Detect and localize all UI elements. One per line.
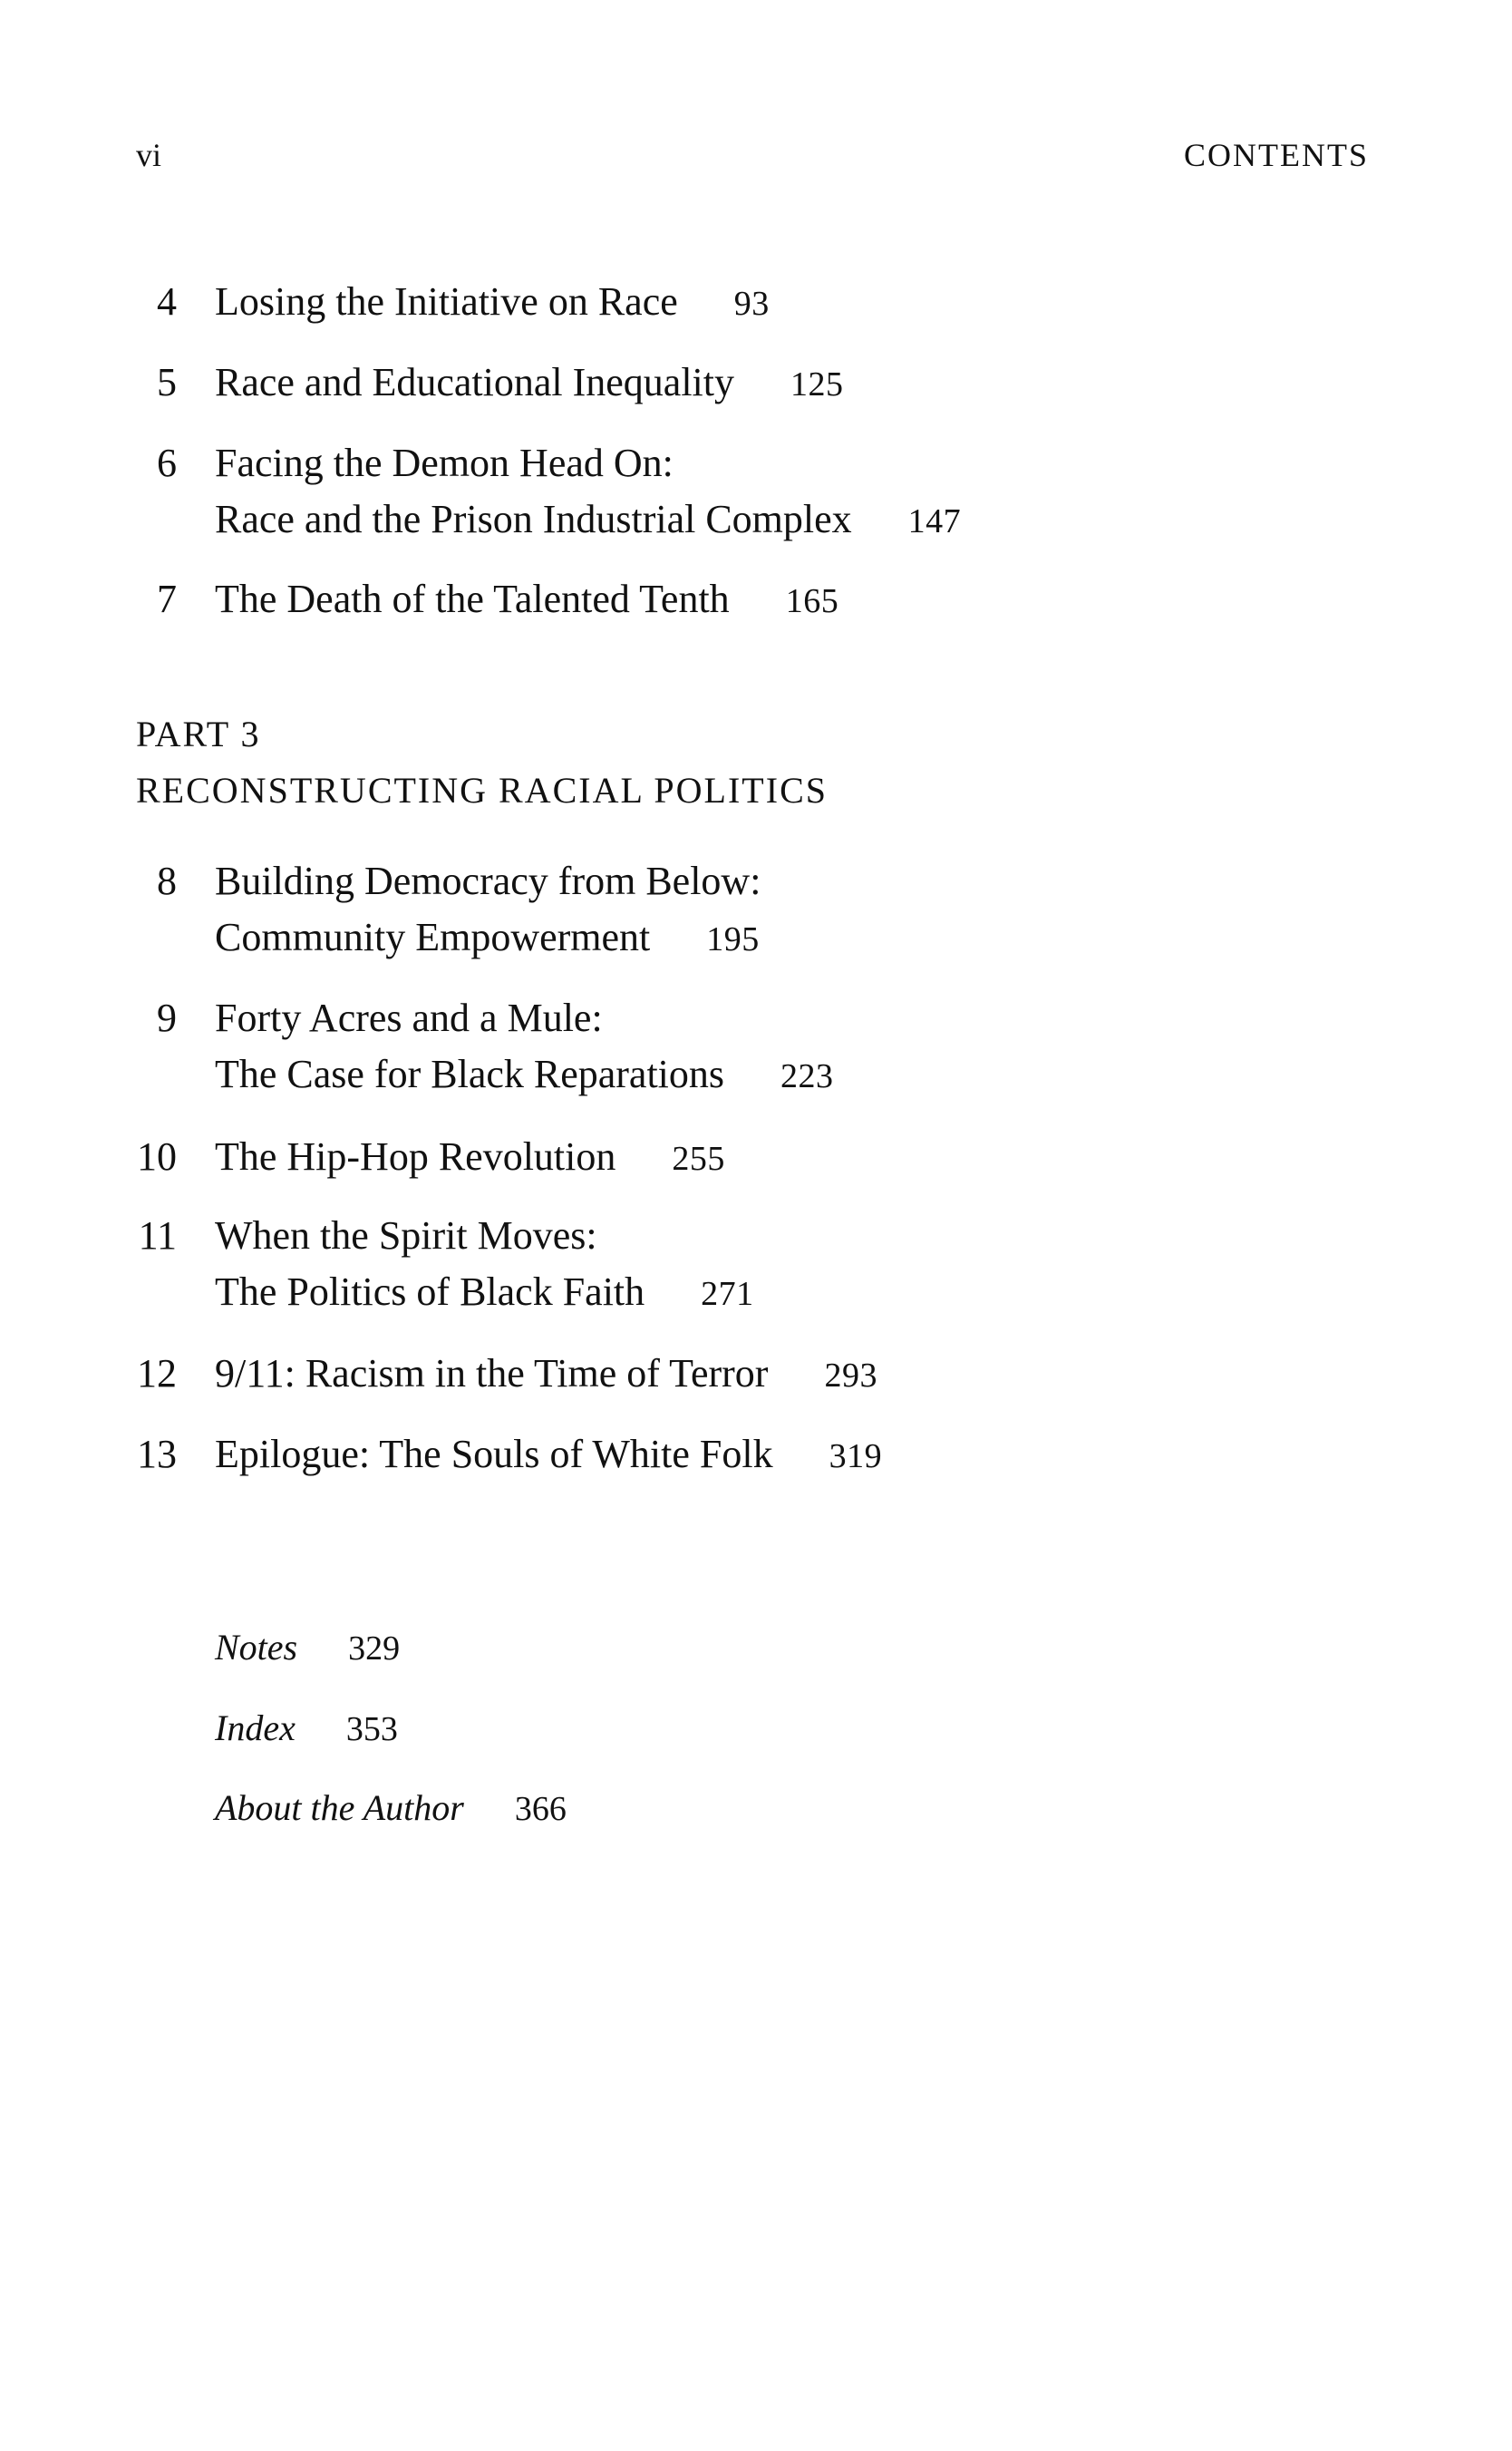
chapter-title: The Death of the Talented Tenth bbox=[215, 577, 730, 621]
running-head: CONTENTS bbox=[1184, 137, 1369, 173]
chapter-number: 12 bbox=[137, 1351, 177, 1396]
chapter-title: 9/11: Racism in the Time of Terror bbox=[215, 1351, 769, 1396]
chapter-number: 13 bbox=[137, 1432, 177, 1476]
page-number: vi bbox=[136, 137, 162, 173]
page-reference: 93 bbox=[733, 285, 770, 323]
chapter-title-line-2: The Case for Black Reparations bbox=[215, 1052, 725, 1096]
chapter-title-line-1: Building Democracy from Below: bbox=[215, 859, 761, 903]
chapter-title-line-1: Forty Acres and a Mule: bbox=[215, 996, 603, 1040]
page-reference: 147 bbox=[907, 502, 962, 540]
page-reference: 195 bbox=[706, 920, 760, 958]
chapter-title-line-2: Race and the Prison Industrial Complex bbox=[215, 497, 852, 541]
chapter-title-line-1: When the Spirit Moves: bbox=[215, 1213, 597, 1258]
toc-entry-notes[interactable] bbox=[215, 1626, 400, 1668]
page-reference: 319 bbox=[829, 1437, 883, 1475]
chapter-title: Epilogue: The Souls of White Folk bbox=[215, 1432, 773, 1476]
chapter-title-line-2: Community Empowerment bbox=[215, 915, 651, 959]
back-matter-title: Index bbox=[215, 1707, 296, 1748]
page-reference: 255 bbox=[672, 1140, 725, 1178]
toc-entry-index[interactable] bbox=[215, 1707, 398, 1749]
chapter-title: The Hip-Hop Revolution bbox=[215, 1134, 616, 1179]
page-reference: 165 bbox=[785, 582, 839, 620]
back-matter-title: Notes bbox=[215, 1627, 298, 1668]
chapter-number: 6 bbox=[157, 441, 177, 485]
toc-entry-about-the-author[interactable] bbox=[215, 1786, 567, 1829]
page-reference: 223 bbox=[780, 1057, 834, 1095]
page-reference: 125 bbox=[790, 365, 844, 404]
page-reference: 353 bbox=[345, 1710, 398, 1748]
chapter-number: 4 bbox=[157, 279, 177, 324]
chapter-number: 11 bbox=[138, 1213, 177, 1258]
chapter-number: 10 bbox=[137, 1134, 177, 1179]
chapter-title: Race and Educational Inequality bbox=[215, 360, 734, 404]
part-title: RECONSTRUCTING RACIAL POLITICS bbox=[136, 770, 828, 811]
page-reference: 366 bbox=[514, 1790, 567, 1828]
part-label: PART 3 bbox=[136, 714, 261, 754]
chapter-number: 7 bbox=[157, 577, 177, 621]
back-matter-title: About the Author bbox=[215, 1787, 464, 1828]
page-reference: 293 bbox=[824, 1357, 877, 1395]
chapter-number: 5 bbox=[157, 360, 177, 404]
chapter-title-line-2: The Politics of Black Faith bbox=[215, 1269, 645, 1314]
chapter-title-line-1: Facing the Demon Head On: bbox=[215, 441, 674, 485]
page-reference: 329 bbox=[348, 1629, 401, 1668]
chapter-title: Losing the Initiative on Race bbox=[215, 279, 678, 324]
page-reference: 271 bbox=[701, 1275, 754, 1313]
chapter-number: 9 bbox=[157, 996, 177, 1040]
chapter-number: 8 bbox=[157, 859, 177, 903]
